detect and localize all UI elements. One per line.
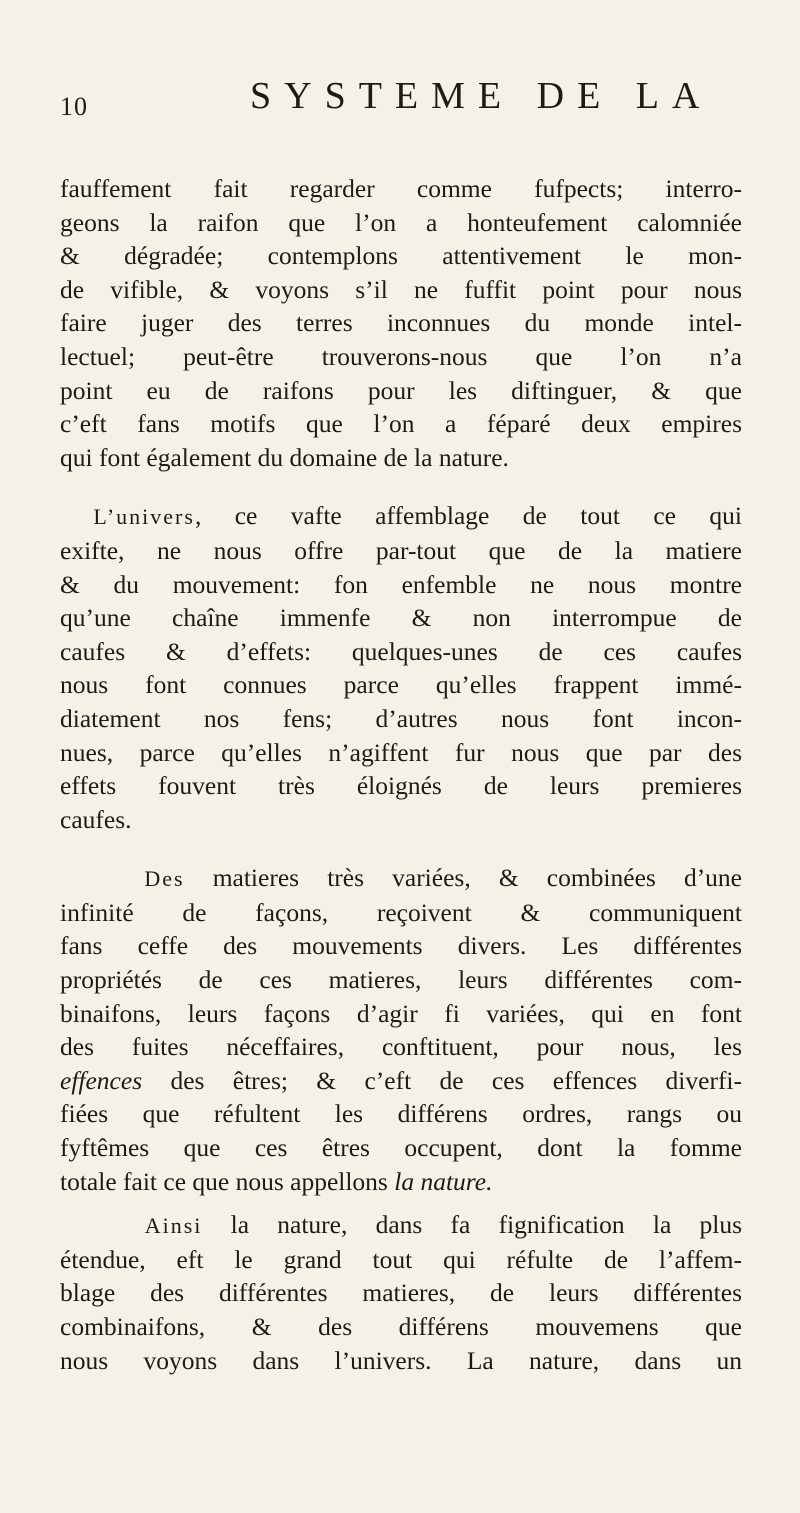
text-line: propriétés de ces matieres, leurs différentes com- bbox=[60, 965, 742, 995]
text-line: binaifons, leurs façons d’agir fi variées, qui en font bbox=[60, 998, 742, 1028]
paragraph-3 bbox=[60, 861, 742, 1198]
page-number: 10 bbox=[60, 92, 88, 121]
text-line: exifte, ne nous offre par-tout que de la matiere bbox=[60, 535, 742, 565]
paragraph-2 bbox=[60, 499, 742, 836]
paragraph-1 bbox=[60, 172, 742, 474]
text-line: geons la raifon que l’on a honteufement calomniée bbox=[60, 207, 742, 237]
text-line bbox=[60, 499, 742, 534]
paragraph-4 bbox=[60, 1208, 742, 1377]
text-line: fyftêmes que ces êtres occupent, dont la fomme bbox=[60, 1133, 742, 1163]
text-line: & dégradée; contemplons attentivement le mon- bbox=[60, 241, 742, 271]
text-fragment: , ce vafte affemblage de tout ce qui bbox=[194, 501, 742, 531]
text-line: diatement nos fens; d’autres nous font incon- bbox=[60, 703, 742, 733]
text-fragment: matieres très variées, & combinées d’une bbox=[184, 863, 742, 893]
text-line: des fuites néceffaires, conftituent, pour nous, les bbox=[60, 1032, 742, 1062]
text-line: point eu de raifons pour les diftinguer, & que bbox=[60, 375, 742, 405]
page-header bbox=[60, 74, 713, 134]
text-line: nues, parce qu’elles n’agiffent fur nous que par des bbox=[60, 737, 742, 767]
lead-word: Des bbox=[144, 866, 185, 892]
text-line: nous font connues parce qu’elles frappent immé- bbox=[60, 670, 742, 700]
text-line: fiées que réfultent les différens ordres, rangs ou bbox=[60, 1099, 742, 1129]
text-line: de vifible, & voyons s’il ne fuffit point pour nous bbox=[60, 274, 742, 304]
text-line: c’eft fans motifs que l’on a féparé deux empires bbox=[60, 409, 742, 439]
text-line: nous voyons dans l’univers. La nature, dans un bbox=[60, 1345, 742, 1375]
text-line: caufes & d’effets: quelques-unes de ces caufes bbox=[60, 636, 742, 666]
text-line: étendue, eft le grand tout qui réfulte de l’affem- bbox=[60, 1244, 742, 1274]
italic-phrase: la nature. bbox=[394, 1166, 493, 1196]
text-fragment: des êtres; & c’eft de ces effences diverfi- bbox=[170, 1065, 743, 1095]
text-line bbox=[60, 1165, 742, 1199]
lead-word: Ainsi bbox=[144, 1213, 203, 1239]
text-line: fauffement fait regarder comme fufpects; interro- bbox=[60, 174, 742, 203]
text-line: lectuel; peut-être trouverons-nous que l’on n’a bbox=[60, 341, 742, 371]
text-fragment: la nature, dans fa fignification la plus bbox=[202, 1210, 743, 1240]
text-line: effets fouvent très éloignés de leurs premieres bbox=[60, 771, 742, 801]
text-line bbox=[60, 1208, 742, 1243]
text-line: faire juger des terres inconnues du monde intel- bbox=[60, 308, 742, 338]
running-head: SYSTEME DE LA bbox=[250, 75, 713, 117]
text-fragment: totale fait ce que nous appellons bbox=[60, 1166, 388, 1196]
text-line: qu’une chaîne immenfe & non interrompue de bbox=[60, 603, 742, 633]
text-line: qui font également du domaine de la nature. bbox=[60, 442, 509, 472]
lead-word: L’univers bbox=[93, 504, 195, 530]
text-line: combinaifons, & des différens mouvemens que bbox=[60, 1312, 742, 1341]
body-text bbox=[60, 172, 742, 1377]
text-line bbox=[60, 861, 742, 896]
text-line: caufes. bbox=[60, 804, 132, 834]
text-line: fans ceffe des mouvements divers. Les différentes bbox=[60, 931, 742, 961]
italic-word: effences bbox=[60, 1065, 143, 1095]
text-line bbox=[60, 1064, 742, 1098]
text-line: & du mouvement: fon enfemble ne nous montre bbox=[60, 569, 742, 599]
text-line: infinité de façons, reçoivent & communiquent bbox=[60, 897, 742, 927]
text-line: blage des différentes matieres, de leurs différentes bbox=[60, 1278, 742, 1308]
